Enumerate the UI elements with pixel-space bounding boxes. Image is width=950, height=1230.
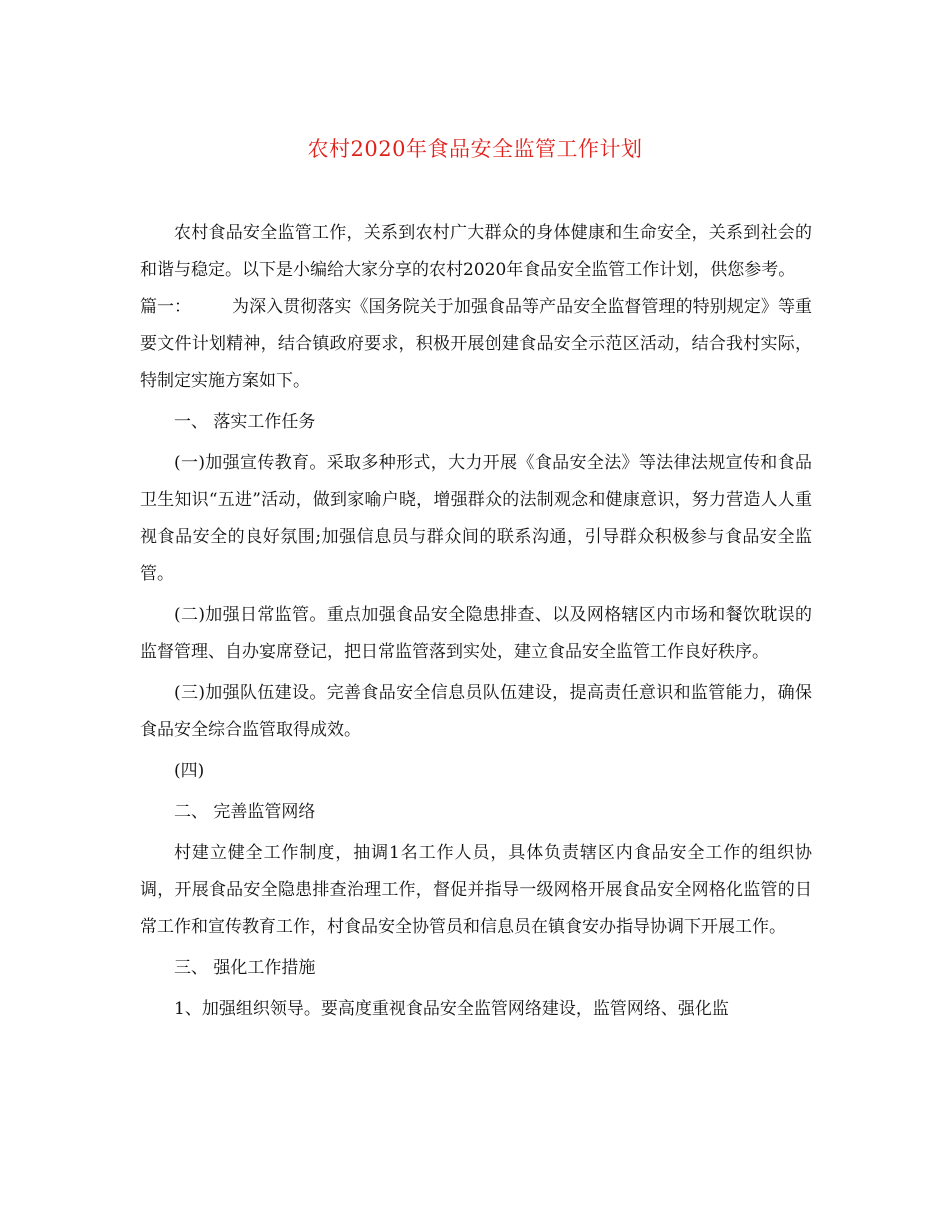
paragraph-1: (一)加强宣传教育。采取多种形式，大力开展《食品安全法》等法律法规宣传和食品卫生知识“五进”活动，做到家喻户晓，增强群众的法制观念和健康意识，努力营造人人重视食品安全的良好氛围;加强信息员与群众间的联系沟通，引导群众积极参与食品安全监管。	[140, 453, 812, 584]
section-heading-1: 一、 落实工作任务	[174, 412, 316, 432]
paragraph-3: (三)加强队伍建设。完善食品安全信息员队伍建设，提高责任意识和监管能力，确保食品安全综合监管取得成效。	[140, 683, 812, 740]
part-one-text: 为深入贯彻落实《国务院关于加强食品等产品安全监督管理的特别规定》等重要文件计划精神，结合镇政府要求，积极开展创建食品安全示范区活动，结合我村实际，特制定实施方案如下。	[140, 297, 812, 391]
part-one-paragraph	[140, 289, 812, 400]
paragraph-5: 村建立健全工作制度，抽调1名工作人员，具体负责辖区内食品安全工作的组织协调，开展食品安全隐患排查治理工作，督促并指导一级网格开展食品安全网格化监管的日常工作和宣传教育工作，村食品安全协管员和信息员在镇食安办指导协调下开展工作。	[140, 843, 812, 937]
paragraph-6: 1、加强组织领导。要高度重视食品安全监管网络建设，监管网络、强化监	[174, 999, 729, 1019]
document-body	[140, 215, 812, 1028]
paragraph-2: (二)加强日常监管。重点加强食品安全隐患排查、以及网格辖区内市场和餐饮耽误的监督管理、自办宴席登记，把日常监管落到实处，建立食品安全监管工作良好秩序。	[140, 605, 812, 662]
section-heading-3: 三、 强化工作措施	[174, 958, 316, 978]
document-title: 农村2020年食品安全监管工作计划	[307, 137, 643, 161]
intro-paragraph: 农村食品安全监管工作，关系到农村广大群众的身体健康和生命安全，关系到社会的和谐与稳定。以下是小编给大家分享的农村2020年食品安全监管工作计划，供您参考。	[140, 223, 812, 280]
part-one-label: 篇一：	[140, 297, 191, 317]
section-heading-2: 二、 完善监管网络	[174, 802, 316, 822]
paragraph-4: (四)	[174, 761, 205, 781]
